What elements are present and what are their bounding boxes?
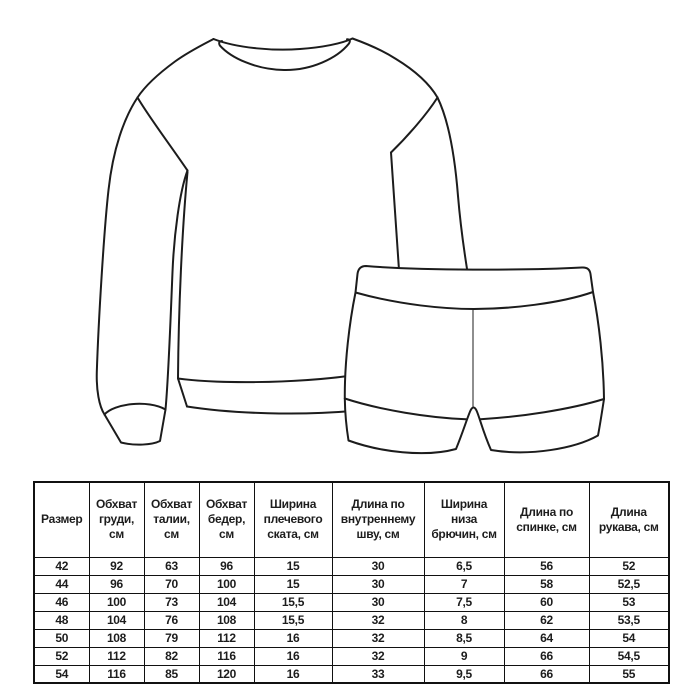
table-cell: 7 <box>424 575 504 593</box>
table-cell: 108 <box>89 629 144 647</box>
table-cell: 63 <box>144 557 199 575</box>
table-cell: 104 <box>89 611 144 629</box>
table-cell: 66 <box>504 665 589 683</box>
sweatshirt-hem-top <box>178 376 352 383</box>
table-cell: 15 <box>254 575 332 593</box>
table-row <box>34 575 669 593</box>
table-cell: 50 <box>34 629 89 647</box>
table-cell: 53 <box>589 593 669 611</box>
sweatshirt-hem-bottom <box>187 407 352 414</box>
table-cell: 100 <box>199 575 254 593</box>
table-cell: 116 <box>89 665 144 683</box>
column-header-back-length: Длина по спинке, см <box>504 482 589 557</box>
table-cell: 92 <box>89 557 144 575</box>
table-cell: 44 <box>34 575 89 593</box>
table-cell: 66 <box>504 647 589 665</box>
column-header-chest: Обхват груди, см <box>89 482 144 557</box>
table-cell: 112 <box>89 647 144 665</box>
table-cell: 30 <box>332 575 424 593</box>
table-cell: 85 <box>144 665 199 683</box>
table-cell: 46 <box>34 593 89 611</box>
table-row <box>34 629 669 647</box>
sweatshirt-left-sleeve-outline <box>97 39 214 415</box>
sweatshirt-right-armhole <box>391 98 438 153</box>
table-cell: 15,5 <box>254 593 332 611</box>
table-cell: 58 <box>504 575 589 593</box>
table-cell: 54,5 <box>589 647 669 665</box>
size-table <box>33 481 670 684</box>
table-cell: 42 <box>34 557 89 575</box>
column-header-hips: Обхват бедер, см <box>199 482 254 557</box>
table-cell: 6,5 <box>424 557 504 575</box>
table-cell: 16 <box>254 647 332 665</box>
table-cell: 54 <box>589 629 669 647</box>
column-header-leg-opening: Ширина низа брючин, см <box>424 482 504 557</box>
table-cell: 7,5 <box>424 593 504 611</box>
sweatshirt-cuff-seam <box>105 404 166 415</box>
sweatshirt-body-right-edge <box>391 153 399 271</box>
table-cell: 32 <box>332 647 424 665</box>
table-cell: 79 <box>144 629 199 647</box>
column-header-shoulder-slope: Ширина плечевого ската, см <box>254 482 332 557</box>
table-row <box>34 593 669 611</box>
table-cell: 48 <box>34 611 89 629</box>
table-cell: 96 <box>199 557 254 575</box>
header-row <box>34 482 669 557</box>
sweatshirt-collar-lower <box>219 39 350 70</box>
table-row <box>34 611 669 629</box>
table-cell: 60 <box>504 593 589 611</box>
table-cell: 100 <box>89 593 144 611</box>
sweatshirt-collar-upper <box>214 39 353 50</box>
table-row <box>34 665 669 683</box>
column-header-inseam: Длина по внутреннему шву, см <box>332 482 424 557</box>
shorts-drawing <box>345 266 604 453</box>
table-cell: 70 <box>144 575 199 593</box>
table-cell: 55 <box>589 665 669 683</box>
sweatshirt-hem-left-edge <box>178 379 187 407</box>
sweatshirt-right-sleeve-outer <box>438 98 468 273</box>
table-cell: 82 <box>144 647 199 665</box>
column-header-size: Размер <box>34 482 89 557</box>
table-cell: 62 <box>504 611 589 629</box>
table-row <box>34 647 669 665</box>
table-cell: 56 <box>504 557 589 575</box>
table-cell: 16 <box>254 665 332 683</box>
table-cell: 116 <box>199 647 254 665</box>
table-cell: 8 <box>424 611 504 629</box>
line-art-group <box>97 39 604 454</box>
table-cell: 108 <box>199 611 254 629</box>
column-header-sleeve-length: Длина рукава, см <box>589 482 669 557</box>
table-cell: 96 <box>89 575 144 593</box>
sweatshirt-right-shoulder <box>353 39 438 98</box>
table-cell: 64 <box>504 629 589 647</box>
sweatshirt-cuff-outline <box>105 410 166 445</box>
table-cell: 76 <box>144 611 199 629</box>
table-cell: 9 <box>424 647 504 665</box>
table-cell: 15,5 <box>254 611 332 629</box>
table-cell: 73 <box>144 593 199 611</box>
table-row <box>34 557 669 575</box>
table-cell: 30 <box>332 557 424 575</box>
sweatshirt-left-armhole <box>138 98 188 171</box>
table-cell: 8,5 <box>424 629 504 647</box>
table-cell: 52 <box>34 647 89 665</box>
table-cell: 52,5 <box>589 575 669 593</box>
table-cell: 33 <box>332 665 424 683</box>
table-cell: 9,5 <box>424 665 504 683</box>
shorts-silhouette <box>345 266 604 453</box>
table-cell: 16 <box>254 629 332 647</box>
column-header-waist: Обхват талии, см <box>144 482 199 557</box>
table-cell: 32 <box>332 611 424 629</box>
table-cell: 53,5 <box>589 611 669 629</box>
table-cell: 15 <box>254 557 332 575</box>
table-cell: 52 <box>589 557 669 575</box>
table-cell: 120 <box>199 665 254 683</box>
table-cell: 104 <box>199 593 254 611</box>
table-cell: 30 <box>332 593 424 611</box>
table-cell: 54 <box>34 665 89 683</box>
table-cell: 112 <box>199 629 254 647</box>
table-cell: 32 <box>332 629 424 647</box>
